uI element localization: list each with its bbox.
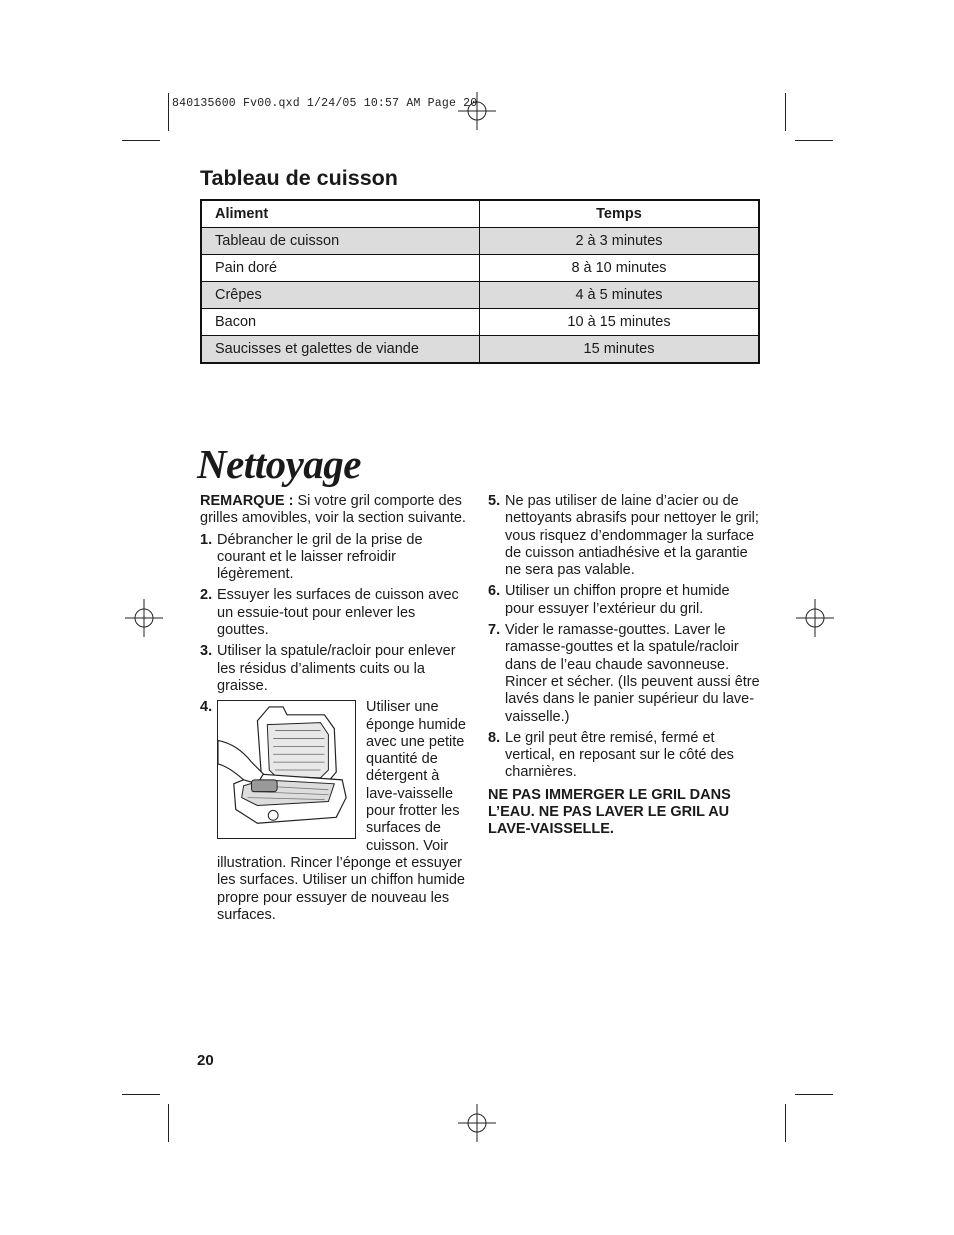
step-number: 3. xyxy=(200,643,213,660)
step-text: Ne pas utiliser de laine d’acier ou de nettoyants abrasifs pour nettoyer le gril; vous risquez d’endommager la surface de cuisson antiadhésive et la garantie ne sera pas valable. xyxy=(505,493,759,579)
step-4-body xyxy=(217,699,470,924)
step-text: Utiliser la spatule/racloir pour enlever les résidus d’aliments cuits ou la graisse. xyxy=(217,643,456,694)
time-cell: 2 à 3 minutes xyxy=(480,228,760,255)
step-number: 6. xyxy=(488,583,501,600)
table-row xyxy=(201,282,759,309)
step-number: 5. xyxy=(488,493,501,509)
step-text: Essuyer les surfaces de cuisson avec un essuie-tout pour enlever les gouttes. xyxy=(217,587,459,639)
list-item xyxy=(488,730,760,782)
print-slug: 840135600 Fv00.qxd 1/24/05 10:57 AM Page 20 xyxy=(172,97,478,110)
table-row xyxy=(201,309,759,336)
crop-mark xyxy=(785,1104,786,1142)
crop-mark xyxy=(795,140,833,141)
list-item xyxy=(200,532,470,584)
crop-mark xyxy=(168,1104,169,1142)
food-cell: Bacon xyxy=(201,309,480,336)
header-food: Aliment xyxy=(201,200,480,228)
step-number: 7. xyxy=(488,622,501,639)
step-text: Utiliser un chiffon propre et humide pour essuyer l’extérieur du gril. xyxy=(505,583,730,617)
registration-mark-icon xyxy=(796,599,834,637)
time-cell: 10 à 15 minutes xyxy=(480,309,760,336)
left-column xyxy=(200,493,470,928)
step-number: 4. xyxy=(200,699,213,716)
registration-mark-icon xyxy=(458,1104,496,1142)
cooking-table xyxy=(200,199,760,364)
cleaning-title: Nettoyage xyxy=(197,441,361,487)
list-item xyxy=(200,699,470,924)
crop-mark xyxy=(795,1094,833,1095)
list-item xyxy=(200,643,470,695)
table-row xyxy=(201,228,759,255)
cooking-table-title: Tableau de cuisson xyxy=(200,166,398,190)
table-row xyxy=(201,255,759,282)
remark-label: REMARQUE : xyxy=(200,493,294,509)
crop-mark xyxy=(785,93,786,131)
remark xyxy=(200,493,470,528)
table-row xyxy=(201,336,759,364)
header-time: Temps xyxy=(480,200,760,228)
time-cell: 15 minutes xyxy=(480,336,760,364)
crop-mark xyxy=(168,93,169,131)
food-cell: Saucisses et galettes de viande xyxy=(201,336,480,364)
registration-mark-icon xyxy=(125,599,163,637)
crop-mark xyxy=(122,1094,160,1095)
step-text: Utiliser une éponge humide avec une petite quantité de détergent à lave-vaisselle pour frotter les surfaces de cuisson. Voir illustration. Rincer l’éponge et essuyer les surfaces. Utiliser un chiffon humide propre pour essuyer de nouveau les surfaces. xyxy=(217,699,466,923)
step-number: 1. xyxy=(200,531,213,548)
step-number: 8. xyxy=(488,729,501,746)
grill-cleaning-illustration xyxy=(217,700,356,839)
step-text: Le gril peut être remisé, fermé et vertical, en reposant sur le côté des charnières. xyxy=(505,729,734,781)
list-item xyxy=(488,583,760,618)
time-cell: 4 à 5 minutes xyxy=(480,282,760,309)
food-cell: Tableau de cuisson xyxy=(201,228,480,255)
page-number: 20 xyxy=(197,1052,214,1069)
warning-text: NE PAS IMMERGER LE GRIL DANS L’EAU. NE PAS LAVER LE GRIL AU LAVE-VAISSELLE. xyxy=(488,786,731,838)
remark-text: Si votre gril comporte des grilles amovibles, voir la section suivante. xyxy=(200,493,466,527)
step-text: Débrancher le gril de la prise de courant et le laisser refroidir légèrement. xyxy=(217,531,423,583)
table-header-row xyxy=(201,200,759,228)
list-item xyxy=(200,587,470,639)
time-cell: 8 à 10 minutes xyxy=(480,255,760,282)
list-item xyxy=(488,493,760,579)
step-number: 2. xyxy=(200,587,213,604)
food-cell: Pain doré xyxy=(201,255,480,282)
right-column xyxy=(488,493,760,843)
list-item xyxy=(488,622,760,726)
food-cell: Crêpes xyxy=(201,282,480,309)
step-text: Vider le ramasse-gouttes. Laver le ramasse-gouttes et la spatule/racloir dans de l’eau chaude savonneuse. Rincer et sécher. (Ils peuvent aussi être lavés dans le panier supérieur du lave-vaisselle.) xyxy=(505,622,760,725)
crop-mark xyxy=(122,140,160,141)
